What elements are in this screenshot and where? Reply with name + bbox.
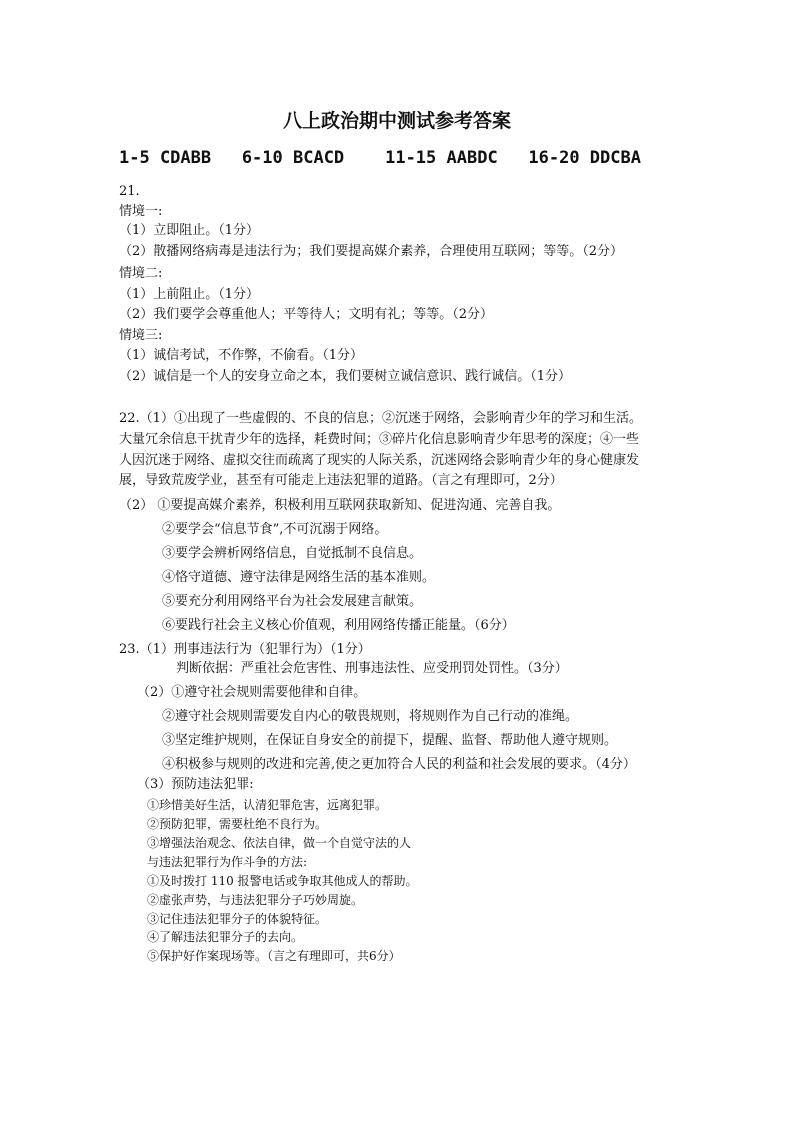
q23-part1: 23.（1）刑事违法行为（犯罪行为）（1分） (119, 642, 371, 657)
q22-part2-item5: ⑤要充分利用网络平台为社会发展建言献策。 (162, 594, 423, 609)
q21-scenario1-answer1: （1）立即阻止。（1分） (119, 223, 260, 238)
q22-part1-line3: 人因沉迷于网络、虚拟交往而疏离了现实的人际关系，沉迷网络会影响青少年的身心健康发 (119, 453, 640, 468)
choice-answers: 1-5 CDABB 6-10 BCACD 11-15 AABDC 16-20 DDCBA (119, 148, 641, 168)
q21-scenario1-answer2: （2）散播网络病毒是违法行为；我们要提高媒介素养，合理使用互联网；等等。（2分） (119, 244, 624, 259)
q21-scenario2-answer2: （2）我们要学会尊重他人；平等待人；文明有礼；等等。（2分） (119, 307, 494, 322)
q23-part3-method3: ③记住违法犯罪分子的体貌特征。 (147, 912, 328, 926)
q23-part3-subtitle: 与违法犯罪行为作斗争的方法: (147, 855, 308, 869)
q23-part3-item3: ③增强法治观念、依法自律，做一个自觉守法的人 (147, 836, 412, 850)
q23-part3-method4: ④了解违法犯罪分子的去向。 (147, 930, 304, 944)
q21-scenario3-title: 情境三: (119, 328, 163, 343)
q23-part3-item2: ②预防犯罪，需要杜绝不良行为。 (147, 817, 328, 831)
document-title: 八上政治期中测试参考答案 (282, 110, 511, 132)
q21-scenario2-answer1: （1）上前阻止。（1分） (119, 287, 260, 302)
q23-part3-method1: ①及时拨打 110 报警电话或争取其他成人的帮助。 (147, 874, 418, 888)
q22-part2-item2: ②要学会“信息节食”,不可沉溺于网络。 (162, 522, 388, 537)
q23-part2-item2: ②遵守社会规则需要发自内心的敬畏规则，将规则作为自己行动的准绳。 (162, 709, 579, 724)
q22-part2-item3: ③要学会辨析网络信息，自觉抵制不良信息。 (162, 546, 423, 561)
q22-part2-item4: ④恪守道德、遵守法律是网络生活的基本准则。 (162, 570, 436, 585)
q23-part1-basis: 判断依据：严重社会危害性、刑事违法性、应受刑罚处罚性。（3分） (176, 661, 568, 676)
q22-part2-item6: ⑥要践行社会主义核心价值观，利用网络传播正能量。（6分） (162, 618, 515, 633)
q21-scenario1-title: 情境一: (119, 204, 163, 219)
q23-part3-method5: ⑤保护好作案现场等。（言之有理即可，共6分） (147, 949, 401, 963)
q23-part3-title: （3）预防违法犯罪: (137, 777, 254, 792)
q23-part2-item4: ④积极参与规则的改进和完善,使之更加符合人民的利益和社会发展的要求。（4分） (162, 757, 636, 772)
q22-part2-item1: （2） ①要提高媒介素养，积极利用互联网获取新知、促进沟通、完善自我。 (119, 498, 561, 513)
q22-part1-line4: 展，导致荒废学业，甚至有可能走上违法犯罪的道路。（言之有理即可，2分） (119, 473, 563, 488)
q23-part3-method2: ②虚张声势，与违法犯罪分子巧妙周旋。 (147, 893, 364, 907)
q21-scenario3-answer2: （2）诚信是一个人的安身立命之本，我们要树立诚信意识、践行诚信。（1分） (119, 369, 572, 384)
q22-part1-line2: 大量冗余信息干扰青少年的选择，耗费时间；③碎片化信息影响青少年思考的深度；④一些 (119, 432, 640, 447)
q23-part2-item1: （2）①遵守社会规则需要他律和自律。 (137, 685, 367, 700)
q21-scenario2-title: 情境二: (119, 266, 163, 281)
q23-part2-item3: ③坚定维护规则，在保证自身安全的前提下，提醒、监督、帮助他人遵守规则。 (162, 733, 618, 748)
q21-scenario3-answer1: （1）诚信考试，不作弊，不偷看。（1分） (119, 348, 364, 363)
q23-part3-item1: ①珍惜美好生活，认清犯罪危害，远离犯罪。 (147, 798, 388, 812)
q21-number: 21. (119, 184, 140, 199)
q22-part1-line1: 22.（1）①出现了一些虚假的、不良的信息；②沉迷于网络，会影响青少年的学习和生活。 (119, 411, 642, 426)
